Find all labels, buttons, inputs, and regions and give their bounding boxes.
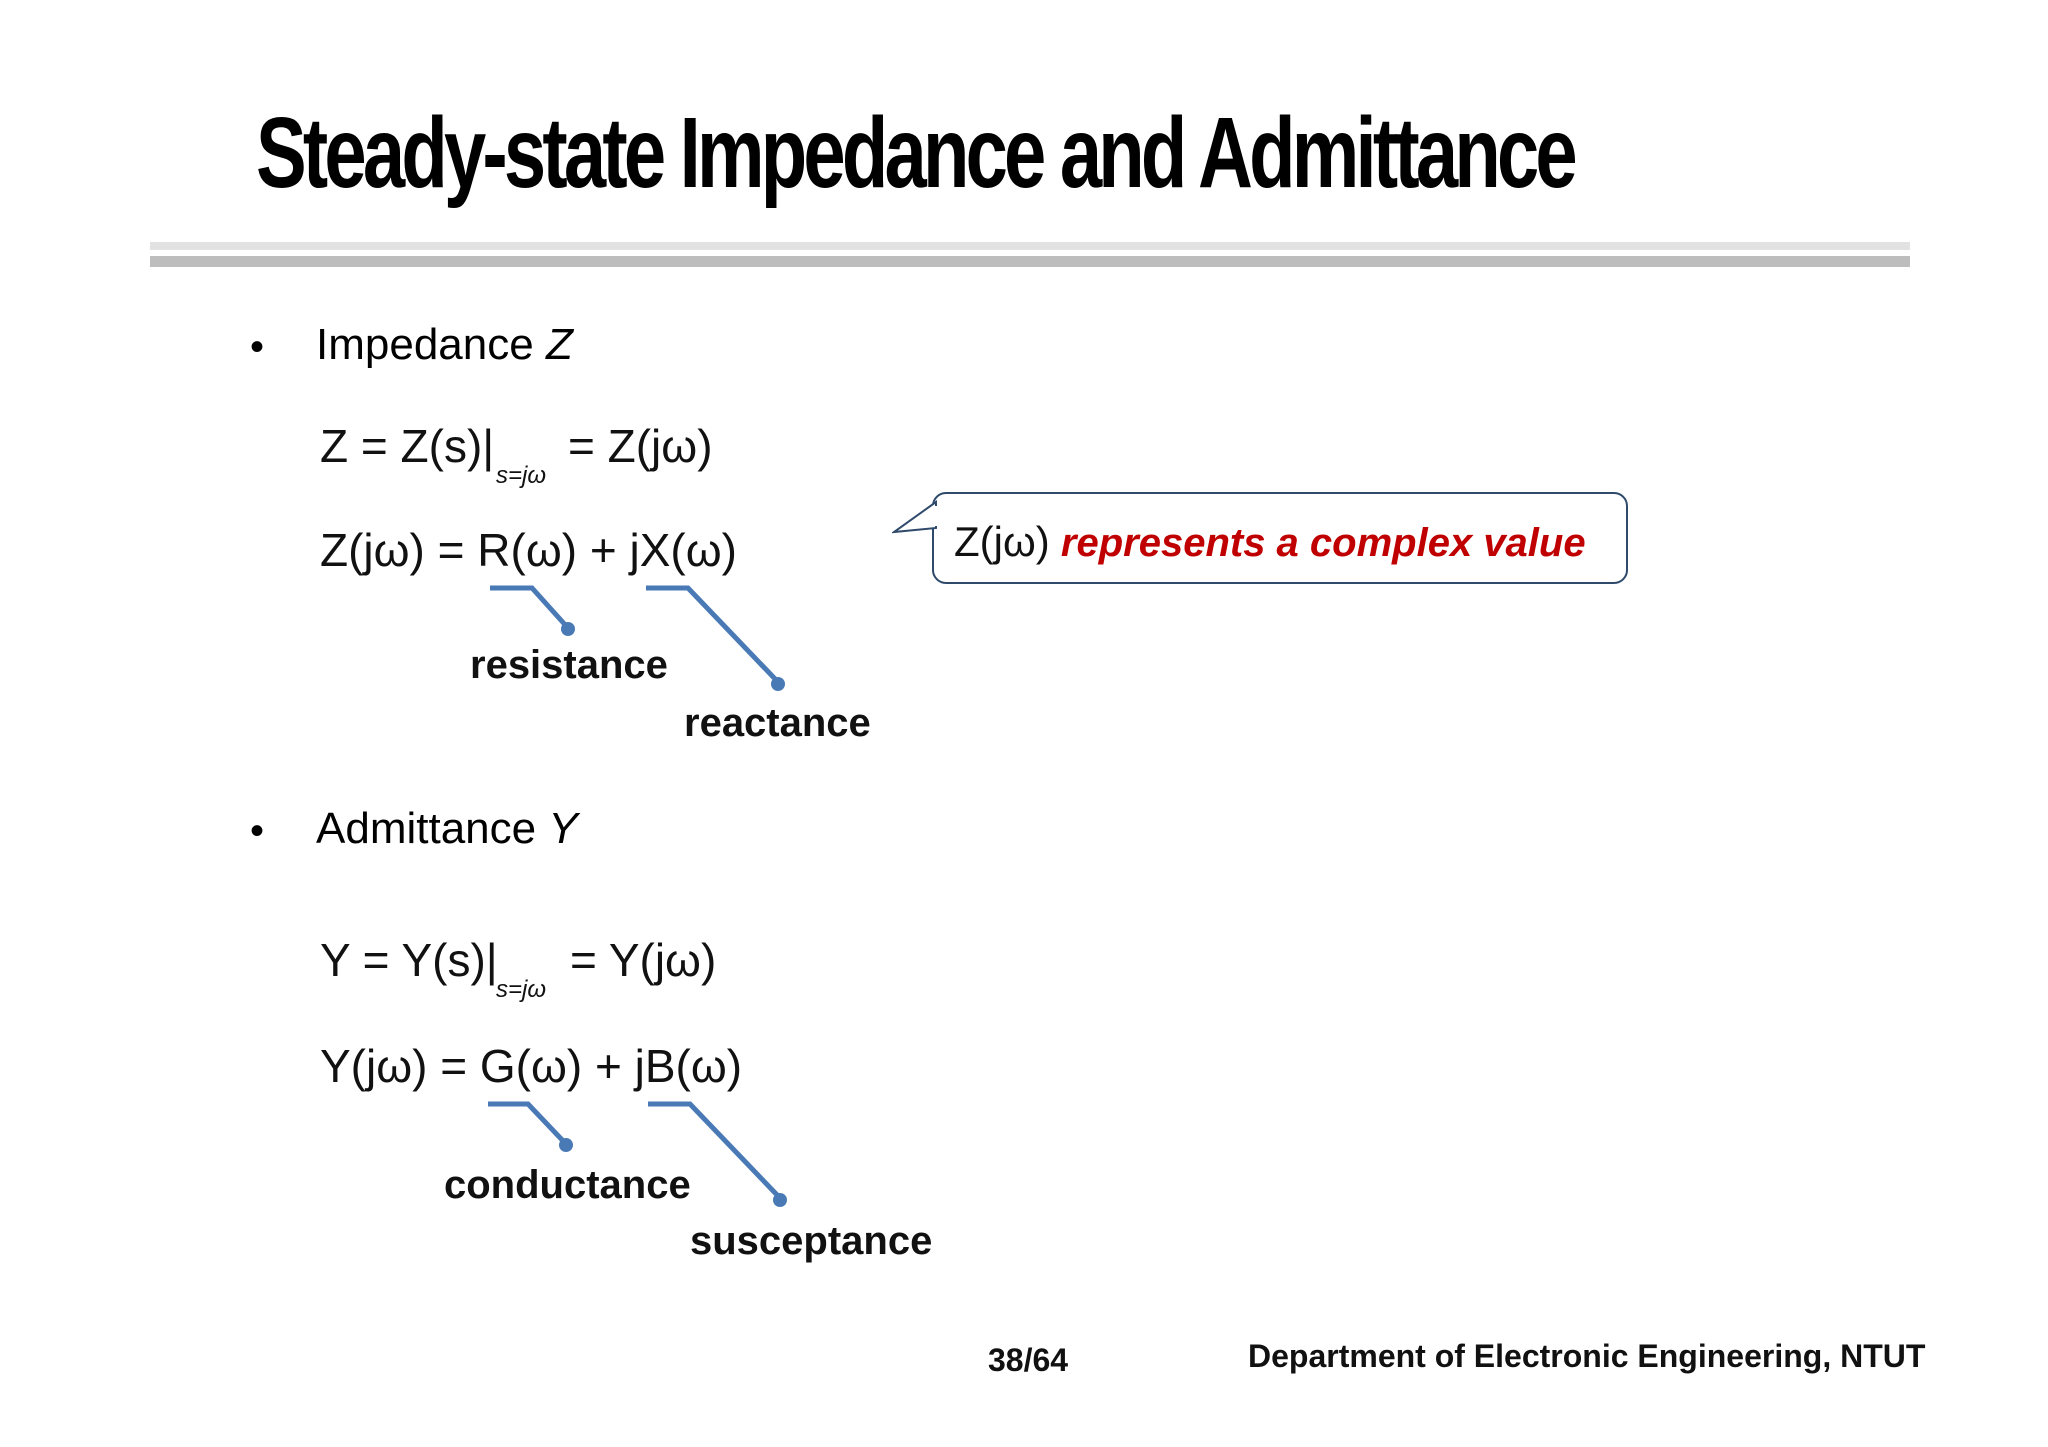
admittance-symbol: Y: [548, 804, 578, 853]
connector-conductance-dot: [559, 1138, 573, 1152]
label-conductance: conductance: [444, 1163, 691, 1207]
admittance-heading-text: Admittance: [316, 804, 537, 853]
footer-department: Department of Electronic Engineering, NTUT: [1248, 1338, 1926, 1374]
impedance-eq1-subscript: s=jω: [496, 462, 547, 489]
page-number: 38/64: [988, 1342, 1069, 1378]
bullet-icon: •: [250, 809, 265, 853]
label-reactance: reactance: [684, 701, 871, 745]
callout-math: Z(jω): [954, 518, 1050, 565]
slide-title: Steady-state Impedance and Admittance: [256, 97, 1574, 209]
callout-description: represents a complex value: [1060, 521, 1586, 565]
admittance-eq1-main: Y = Y(s)|: [320, 934, 498, 986]
connector-reactance-dot: [771, 677, 785, 691]
impedance-eq1-main: Z = Z(s)|: [320, 420, 495, 472]
connector-susceptance-dot: [773, 1193, 787, 1207]
admittance-equation-2: Y(jω) = G(ω) + jB(ω): [320, 1040, 743, 1092]
connector-conductance: [488, 1104, 566, 1144]
admittance-eq1-tail: = Y(jω): [570, 934, 717, 986]
label-susceptance: susceptance: [690, 1219, 933, 1263]
connector-resistance-dot: [561, 622, 575, 636]
connector-resistance: [490, 588, 568, 628]
impedance-symbol: Z: [545, 320, 573, 369]
impedance-heading-text: Impedance: [316, 320, 534, 369]
bullet-icon: •: [250, 325, 265, 369]
impedance-equation-2: Z(jω) = R(ω) + jX(ω): [320, 524, 737, 576]
label-resistance: resistance: [470, 643, 668, 687]
connector-reactance: [646, 588, 778, 682]
connector-susceptance: [648, 1104, 780, 1198]
admittance-eq1-subscript: s=jω: [496, 976, 547, 1003]
impedance-eq1-tail: = Z(jω): [568, 420, 713, 472]
